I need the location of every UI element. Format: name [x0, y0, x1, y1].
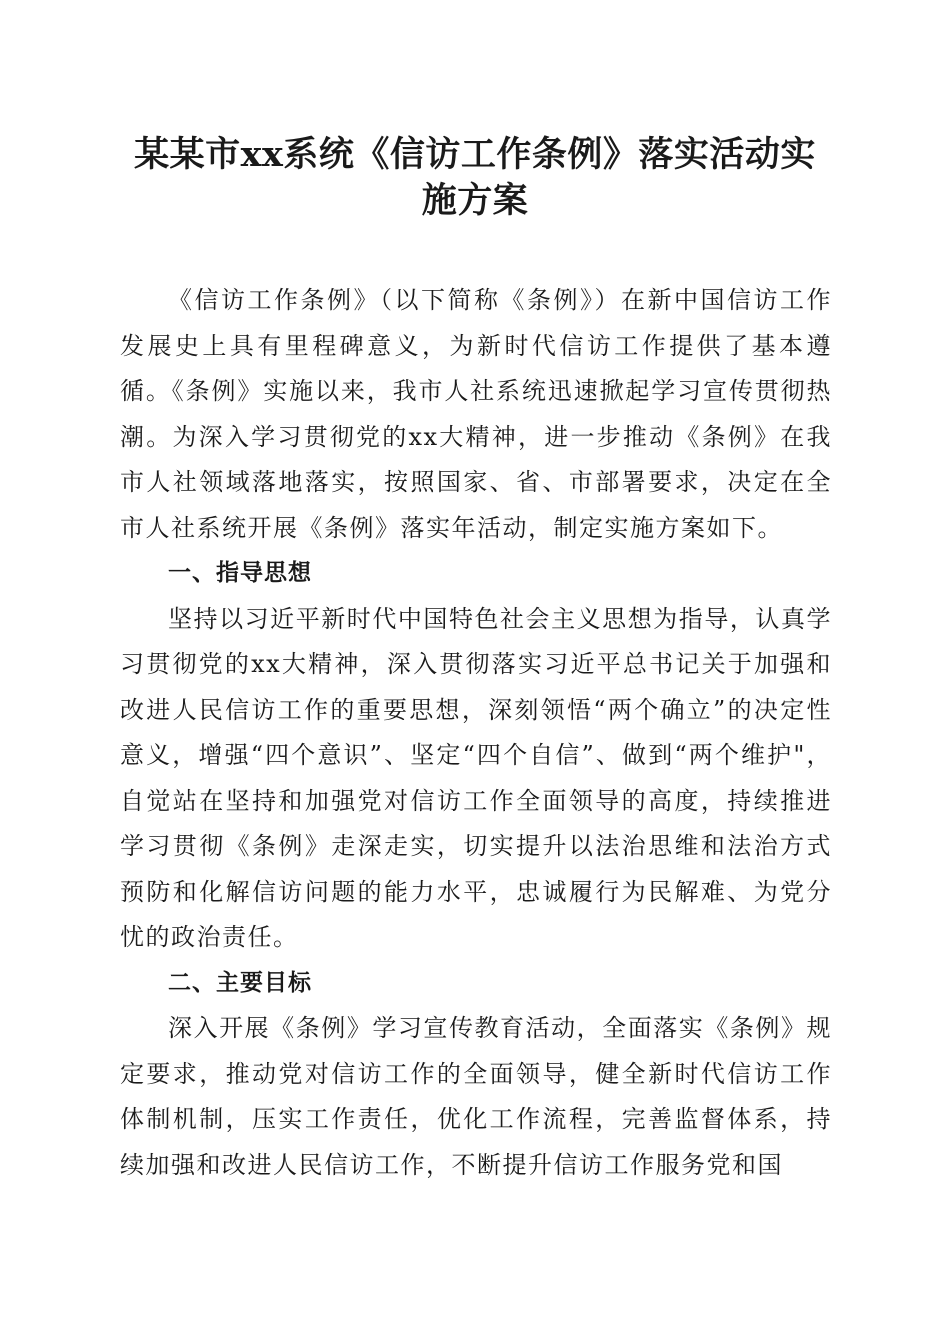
- section-paragraph-guiding-ideology: 坚持以习近平新时代中国特色社会主义思想为指导，认真学习贯彻党的xx大精神，深入贯彻落实习近平总书记关于加强和改进人民信访工作的重要思想，深刻领悟“两个确立”的决定性意义，增强“四个意识”、坚定“四个自信”、做到“两个维护"，自觉站在坚持和加强党对信访工作全面领导的高度，持续推进学习贯彻《条例》走深走实，切实提升以法治思维和法治方式预防和化解信访问题的能力水平，忠诚履行为民解难、为党分忧的政治责任。: [120, 604, 832, 951]
- title-line-2: 施方案: [421, 180, 529, 221]
- section-heading-guiding-ideology: 一、指导思想: [168, 560, 312, 586]
- document-title: [110, 132, 840, 224]
- section-heading-main-goals: 二、主要目标: [168, 969, 312, 996]
- document-body: [120, 278, 832, 1188]
- intro-paragraph: 《信访工作条例》（以下简称《条例》）在新中国信访工作发展史上具有里程碑意义，为新时代信访工作提供了基本遵循。《条例》实施以来，我市人社系统迅速掀起学习宣传贯彻热潮。为深入学习贯彻党的xx大精神，进一步推动《条例》在我市人社领域落地落实，按照国家、省、市部署要求，决定在全市人社系统开展《条例》落实年活动，制定实施方案如下。: [120, 286, 832, 542]
- title-line-1: 某某市xx系统《信访工作条例》落实活动实: [134, 134, 816, 175]
- section-paragraph-main-goals: 深入开展《条例》学习宣传教育活动，全面落实《条例》规定要求，推动党对信访工作的全面领导，健全新时代信访工作体制机制，压实工作责任，优化工作流程，完善监督体系，持续加强和改进人民信访工作，不断提升信访工作服务党和国: [120, 1014, 832, 1179]
